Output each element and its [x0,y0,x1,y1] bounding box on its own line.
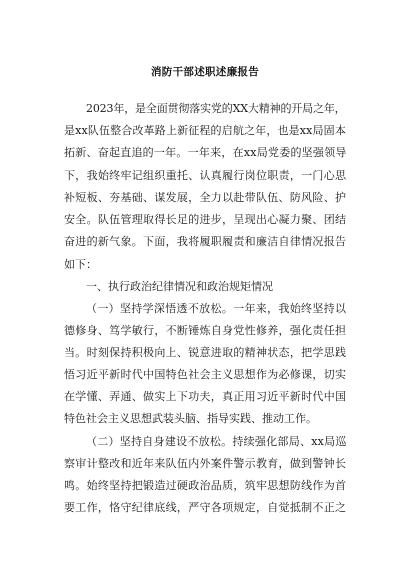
body-line: 补短板、夯基础、谋发展，全力以赴带队伍、防风险、护 [64,191,347,204]
body-line: 当。时刻保持积极向上、锐意进取的精神状态，把学思践 [64,346,347,359]
body-line: 一、执行政治纪律情况和政治规矩情况 [86,280,273,293]
document-title: 消防干部述职述廉报告 [151,66,259,78]
body-line: 德修身、笃学敏行，不断锤炼自身党性修养，强化责任担 [64,324,347,337]
body-line: 在学懂、弄通、做实上下功夫，真正用习近平新时代中国 [64,390,347,403]
body-line: 下，我始终牢记组织重托、认真履行岗位职责，一门心思 [64,169,347,182]
body-line: 安全。队伍管理取得长足的进步，呈现出心凝力聚、团结 [64,213,347,226]
body-line: （二）坚持自身建设不放松。持续强化部局、xx局巡 [86,435,347,448]
body-line: 拓新、奋起直追的一年。一年来，在xx局党委的坚强领导 [64,146,347,159]
body-line: （一）坚持学深悟透不放松。一年来，我始终坚持以 [86,302,347,315]
body-line: 如下： [64,258,97,271]
body-line: 特色社会主义思想武装头脑、指导实践、推动工作。 [64,412,317,425]
body-line: 鸣。始终坚持把锻造过硬政治品质，筑牢思想防线作为首 [64,479,347,492]
body-line: 2023年，是全面贯彻落实党的XX大精神的开局之年， [86,102,346,115]
body-line: 要工作，恪守纪律底线，严守各项规定，自觉抵制不正之 [64,501,347,514]
body-line: 是xx队伍整合改革路上新征程的启航之年，也是xx局固本 [64,124,346,137]
body-line: 奋进的新气象。下面，我将履职履责和廉洁自律情况报告 [64,235,347,248]
body-line: 察审计整改和近年来队伍内外案件警示教育，做到警钟长 [64,457,347,470]
body-line: 悟习近平新时代中国特色社会主义思想作为必修课，切实 [64,368,347,381]
